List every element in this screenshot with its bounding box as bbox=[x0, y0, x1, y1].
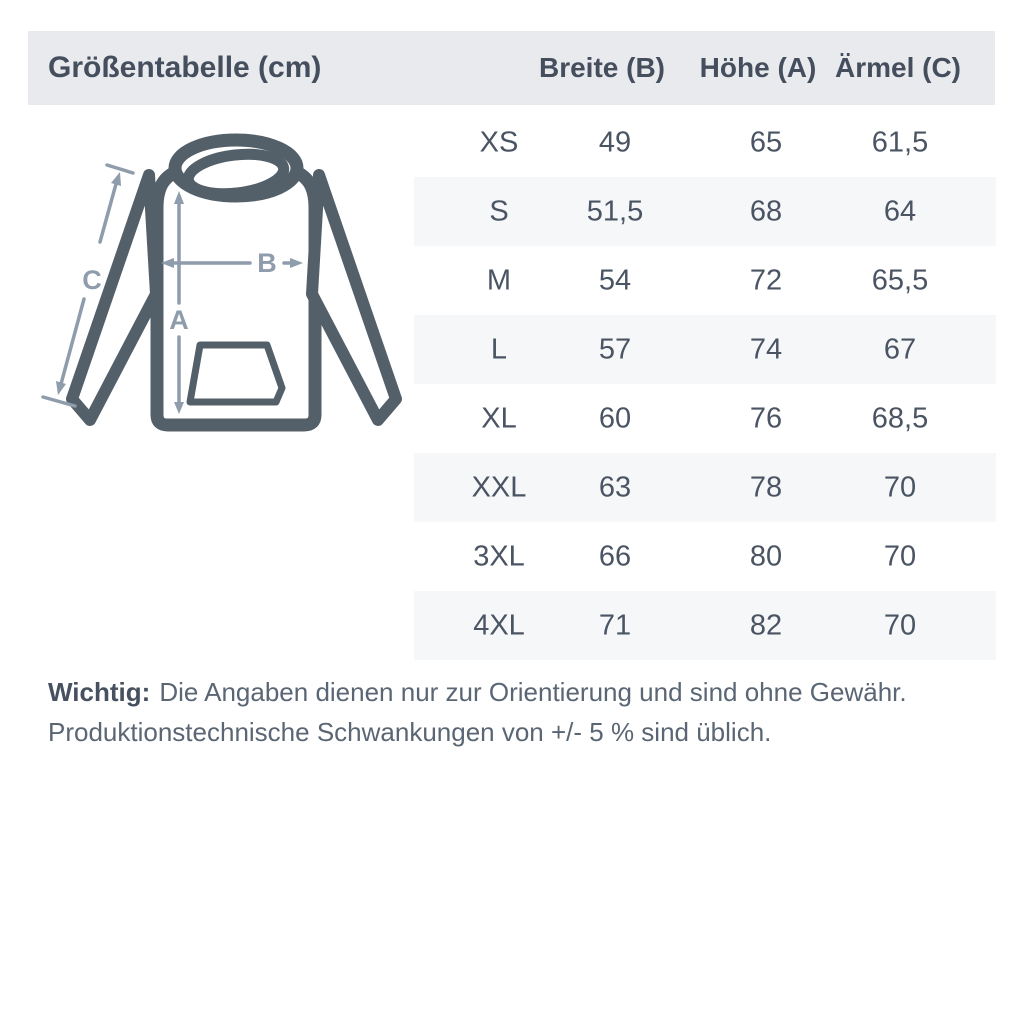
disclaimer-text bbox=[48, 672, 978, 752]
hoehe-cell: 76 bbox=[749, 402, 783, 434]
table-row-xxl bbox=[414, 453, 996, 522]
measure-label-c: C bbox=[82, 265, 102, 295]
size-cell: 4XL bbox=[473, 609, 525, 641]
size-cell: L bbox=[490, 333, 508, 365]
aermel-cell: 61,5 bbox=[871, 126, 929, 158]
size-cell: XL bbox=[481, 402, 517, 434]
aermel-cell: 68,5 bbox=[871, 402, 929, 434]
table-row-xs bbox=[414, 108, 996, 177]
table-row-3xl bbox=[414, 522, 996, 591]
aermel-cell: 65,5 bbox=[871, 264, 929, 296]
size-cell: XS bbox=[479, 126, 519, 158]
table-row-m bbox=[414, 246, 996, 315]
disclaimer-label: Wichtig: bbox=[48, 677, 151, 707]
breite-cell: 71 bbox=[598, 609, 632, 641]
aermel-cell: 64 bbox=[883, 195, 917, 227]
breite-cell: 60 bbox=[598, 402, 632, 434]
hoehe-cell: 65 bbox=[749, 126, 783, 158]
table-row-s bbox=[414, 177, 996, 246]
column-header-breite: Breite (B) bbox=[538, 52, 666, 83]
size-table bbox=[414, 108, 996, 660]
breite-cell: 66 bbox=[598, 540, 632, 572]
breite-cell: 49 bbox=[598, 126, 632, 158]
column-header-hoehe: Höhe (A) bbox=[699, 52, 817, 83]
aermel-cell: 67 bbox=[883, 333, 917, 365]
hoehe-cell: 74 bbox=[749, 333, 783, 365]
measure-label-b: B bbox=[257, 248, 277, 278]
hoodie-pocket bbox=[190, 345, 282, 402]
table-header-bar bbox=[28, 31, 995, 105]
disclaimer-line1: Die Angaben dienen nur zur Orientierung und sind ohne Gewähr. bbox=[159, 677, 907, 707]
hoehe-cell: 72 bbox=[749, 264, 783, 296]
hoehe-cell: 80 bbox=[749, 540, 783, 572]
aermel-cell: 70 bbox=[883, 609, 917, 641]
hoehe-cell: 82 bbox=[749, 609, 783, 641]
breite-cell: 63 bbox=[598, 471, 632, 503]
breite-cell: 54 bbox=[598, 264, 632, 296]
size-cell: XXL bbox=[471, 471, 527, 503]
aermel-cell: 70 bbox=[883, 471, 917, 503]
breite-cell: 51,5 bbox=[586, 195, 644, 227]
table-row-xl bbox=[414, 384, 996, 453]
size-cell: S bbox=[489, 195, 509, 227]
table-row-l bbox=[414, 315, 996, 384]
size-cell: M bbox=[486, 264, 512, 296]
page-title: Größentabelle (cm) bbox=[48, 51, 322, 84]
column-header-aermel: Ärmel (C) bbox=[834, 52, 962, 83]
measure-label-a: A bbox=[169, 305, 189, 335]
hoodie-sleeve-right bbox=[312, 175, 396, 420]
hoehe-cell: 68 bbox=[749, 195, 783, 227]
disclaimer-line2: Produktionstechnische Schwankungen von +/- 5 % sind üblich. bbox=[48, 717, 772, 747]
hoodie-measurement-diagram bbox=[30, 118, 430, 453]
table-row-4xl bbox=[414, 591, 996, 660]
hoehe-cell: 78 bbox=[749, 471, 783, 503]
size-cell: 3XL bbox=[473, 540, 525, 572]
breite-cell: 57 bbox=[598, 333, 632, 365]
aermel-cell: 70 bbox=[883, 540, 917, 572]
